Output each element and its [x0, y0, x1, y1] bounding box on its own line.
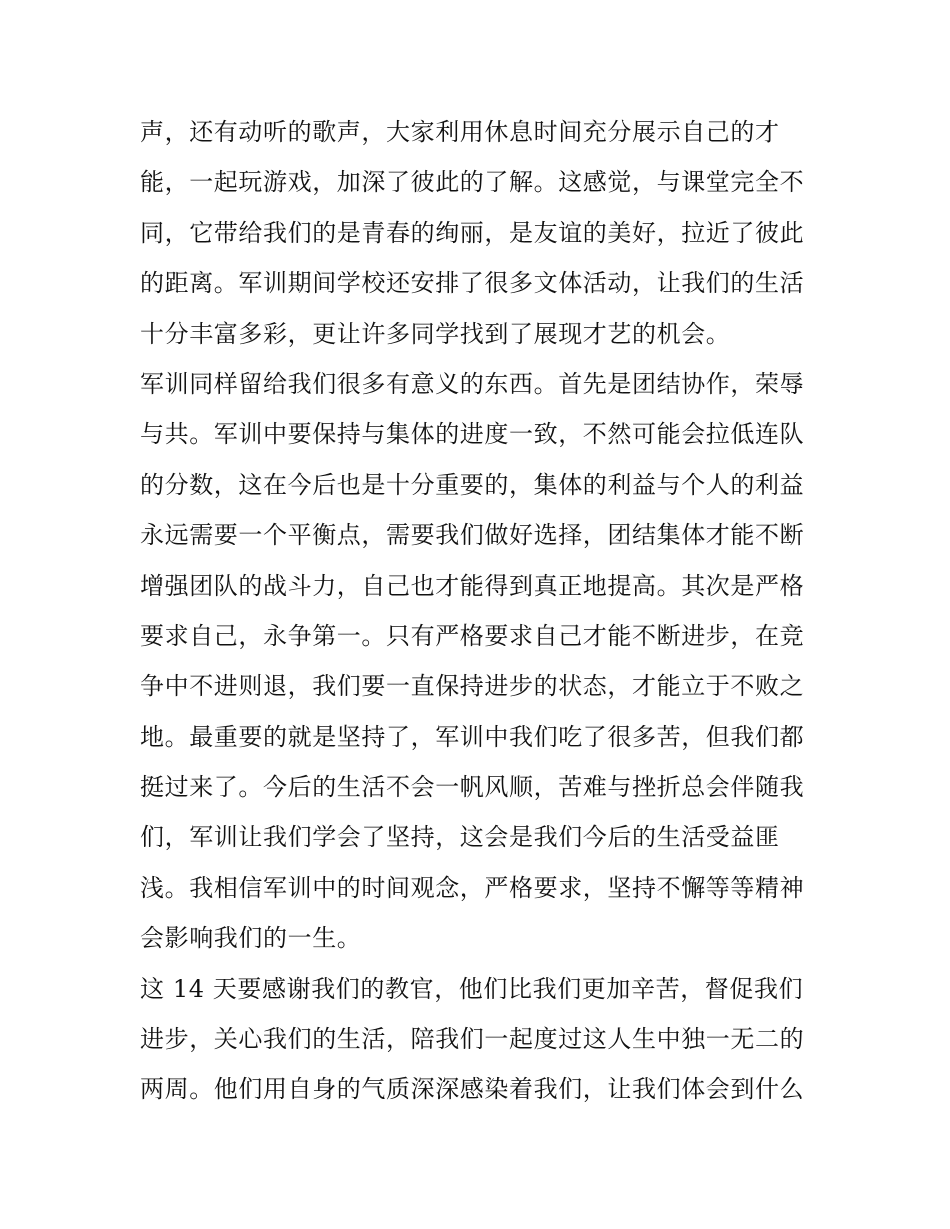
- body-text: [140, 107, 820, 1115]
- text-line: 争中不进则退，我们要一直保持进步的状态，才能立于不败之: [140, 672, 805, 701]
- text-line: 们，军训让我们学会了坚持，这会是我们今后的生活受益匪: [140, 823, 780, 852]
- text-line: 十分丰富多彩，更让许多同学找到了展现才艺的机会。: [140, 319, 731, 348]
- text-line: 增强团队的战斗力，自己也才能得到真正地提高。其次是严格: [140, 571, 805, 600]
- text-line: 与共。军训中要保持与集体的进度一致，不然可能会拉低连队: [140, 420, 805, 449]
- text-line: 挺过来了。今后的生活不会一帆风顺，苦难与挫折总会伴随我: [140, 773, 805, 802]
- text-line: 的分数，这在今后也是十分重要的，集体的利益与个人的利益: [140, 470, 805, 499]
- text-line: 永远需要一个平衡点，需要我们做好选择，团结集体才能不断: [140, 521, 805, 550]
- text-line: 同，它带给我们的是青春的绚丽，是友谊的美好，拉近了彼此: [140, 218, 805, 247]
- text-line: 地。最重要的就是坚持了，军训中我们吃了很多苦，但我们都: [140, 722, 805, 751]
- text-line: 两周。他们用自身的气质深深感染着我们，让我们体会到什么: [140, 1075, 805, 1104]
- text-line: 的距离。军训期间学校还安排了很多文体活动，让我们的生活: [140, 269, 805, 298]
- text-line: 能，一起玩游戏，加深了彼此的了解。这感觉，与课堂完全不: [140, 168, 805, 197]
- text-line: 要求自己，永争第一。只有严格要求自己才能不断进步，在竞: [140, 621, 805, 650]
- text-line: 会影响我们的一生。: [140, 924, 362, 953]
- text-line: 这 14 天要感谢我们的教官，他们比我们更加辛苦，督促我们: [140, 974, 804, 1003]
- text-line: 声，还有动听的歌声，大家利用休息时间充分展示自己的才: [140, 118, 780, 146]
- text-line: 浅。我相信军训中的时间观念，严格要求，坚持不懈等等精神: [140, 873, 805, 902]
- text-line: 军训同样留给我们很多有意义的东西。首先是团结协作，荣辱: [140, 369, 805, 398]
- text-line: 进步，关心我们的生活，陪我们一起度过这人生中独一无二的: [140, 1025, 805, 1054]
